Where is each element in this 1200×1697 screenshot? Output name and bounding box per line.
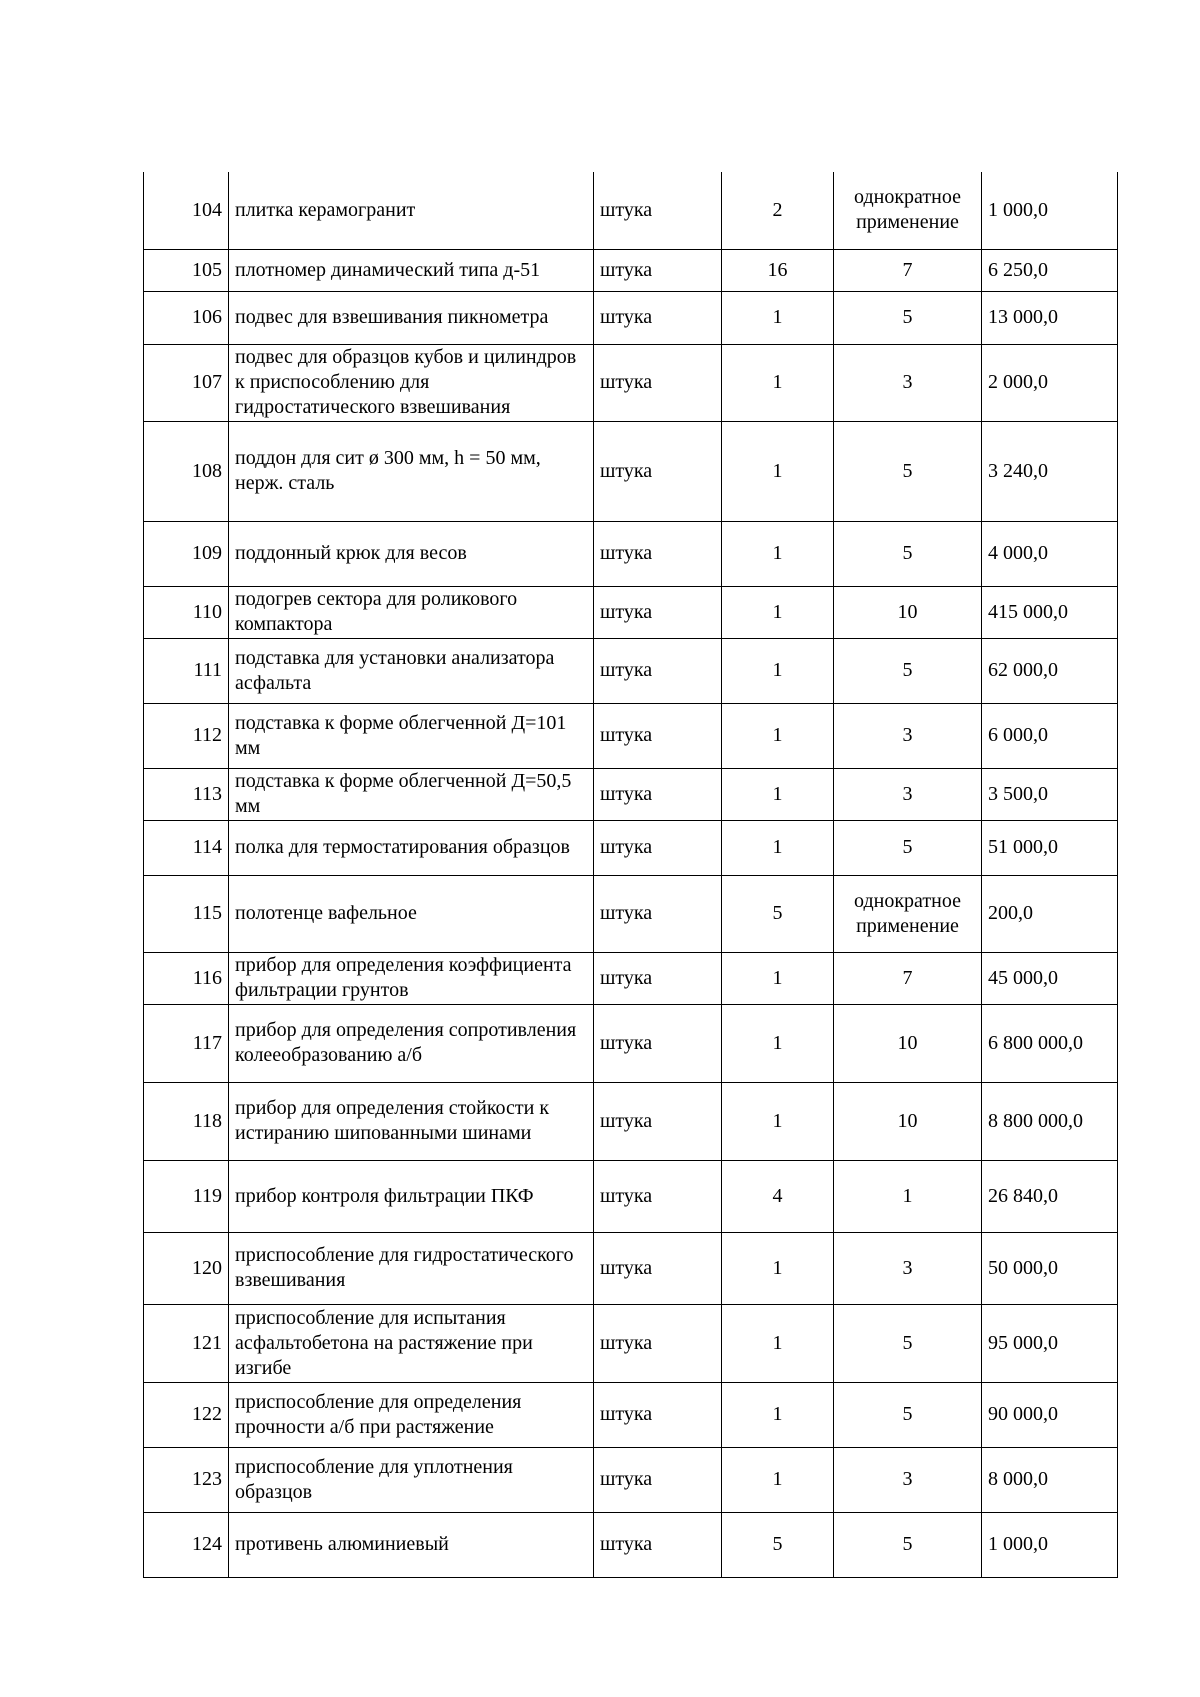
item-quantity: 1 xyxy=(722,768,834,820)
table-row xyxy=(144,768,1118,820)
equipment-table xyxy=(143,172,1118,1578)
item-name: прибор контроля фильтрации ПКФ xyxy=(229,1160,594,1232)
row-number: 124 xyxy=(144,1512,229,1577)
item-unit: штука xyxy=(594,952,722,1004)
item-name: поддон для сит ø 300 мм, h = 50 мм, нерж. сталь xyxy=(229,421,594,521)
table-body xyxy=(144,172,1118,1577)
row-number: 117 xyxy=(144,1004,229,1082)
item-name: подставка к форме облегченной Д=101 мм xyxy=(229,703,594,768)
item-quantity: 16 xyxy=(722,249,834,291)
item-unit: штука xyxy=(594,1232,722,1304)
table-row xyxy=(144,875,1118,952)
item-unit: штука xyxy=(594,249,722,291)
item-service-life: 3 xyxy=(834,703,982,768)
row-number: 122 xyxy=(144,1382,229,1447)
row-number: 123 xyxy=(144,1447,229,1512)
item-unit: штука xyxy=(594,172,722,249)
item-name: подвес для образцов кубов и цилиндров к приспособлению для гидростатического взвешивания xyxy=(229,344,594,421)
item-service-life: 5 xyxy=(834,1382,982,1447)
item-price: 13 000,0 xyxy=(982,291,1118,344)
row-number: 105 xyxy=(144,249,229,291)
item-quantity: 1 xyxy=(722,521,834,586)
item-service-life: 5 xyxy=(834,1512,982,1577)
item-price: 45 000,0 xyxy=(982,952,1118,1004)
item-name: полка для термостатирования образцов xyxy=(229,820,594,875)
item-unit: штука xyxy=(594,1512,722,1577)
item-name: приспособление для испытания асфальтобетона на растяжение при изгибе xyxy=(229,1304,594,1382)
item-price: 51 000,0 xyxy=(982,820,1118,875)
item-quantity: 4 xyxy=(722,1160,834,1232)
item-price: 1 000,0 xyxy=(982,172,1118,249)
item-quantity: 1 xyxy=(722,820,834,875)
item-service-life: 10 xyxy=(834,1082,982,1160)
item-unit: штука xyxy=(594,768,722,820)
item-price: 26 840,0 xyxy=(982,1160,1118,1232)
item-unit: штука xyxy=(594,586,722,638)
table-row xyxy=(144,1082,1118,1160)
table-row xyxy=(144,1160,1118,1232)
item-name: приспособление для гидростатического взвешивания xyxy=(229,1232,594,1304)
item-price: 62 000,0 xyxy=(982,638,1118,703)
item-service-life: 3 xyxy=(834,768,982,820)
item-name: приспособление для уплотнения образцов xyxy=(229,1447,594,1512)
item-quantity: 1 xyxy=(722,952,834,1004)
item-quantity: 1 xyxy=(722,1382,834,1447)
item-service-life: 3 xyxy=(834,1447,982,1512)
item-service-life: однократное применение xyxy=(834,875,982,952)
row-number: 116 xyxy=(144,952,229,1004)
item-quantity: 1 xyxy=(722,1232,834,1304)
item-unit: штука xyxy=(594,291,722,344)
table-row xyxy=(144,421,1118,521)
item-price: 3 240,0 xyxy=(982,421,1118,521)
table-row xyxy=(144,1382,1118,1447)
item-service-life: 10 xyxy=(834,1004,982,1082)
item-unit: штука xyxy=(594,703,722,768)
item-name: прибор для определения стойкости к истиранию шипованными шинами xyxy=(229,1082,594,1160)
item-service-life: 5 xyxy=(834,1304,982,1382)
item-quantity: 1 xyxy=(722,1004,834,1082)
table-row xyxy=(144,291,1118,344)
item-name: прибор для определения коэффициента фильтрации грунтов xyxy=(229,952,594,1004)
item-service-life: 5 xyxy=(834,820,982,875)
table-row xyxy=(144,249,1118,291)
item-price: 6 800 000,0 xyxy=(982,1004,1118,1082)
item-service-life: 7 xyxy=(834,249,982,291)
item-quantity: 1 xyxy=(722,586,834,638)
item-service-life: 5 xyxy=(834,421,982,521)
row-number: 104 xyxy=(144,172,229,249)
item-unit: штука xyxy=(594,820,722,875)
item-quantity: 5 xyxy=(722,1512,834,1577)
item-unit: штука xyxy=(594,1160,722,1232)
item-price: 3 500,0 xyxy=(982,768,1118,820)
item-unit: штука xyxy=(594,638,722,703)
table-row xyxy=(144,586,1118,638)
table-row xyxy=(144,521,1118,586)
item-service-life: 5 xyxy=(834,291,982,344)
item-service-life: 5 xyxy=(834,521,982,586)
row-number: 108 xyxy=(144,421,229,521)
item-price: 6 000,0 xyxy=(982,703,1118,768)
row-number: 112 xyxy=(144,703,229,768)
row-number: 109 xyxy=(144,521,229,586)
row-number: 113 xyxy=(144,768,229,820)
item-price: 1 000,0 xyxy=(982,1512,1118,1577)
item-name: подвес для взвешивания пикнометра xyxy=(229,291,594,344)
item-unit: штука xyxy=(594,521,722,586)
item-unit: штука xyxy=(594,1447,722,1512)
table-row xyxy=(144,820,1118,875)
item-unit: штука xyxy=(594,1004,722,1082)
row-number: 119 xyxy=(144,1160,229,1232)
table-row xyxy=(144,1232,1118,1304)
table-row xyxy=(144,703,1118,768)
row-number: 114 xyxy=(144,820,229,875)
item-quantity: 1 xyxy=(722,1304,834,1382)
item-name: противень алюминиевый xyxy=(229,1512,594,1577)
item-name: подогрев сектора для роликового компактора xyxy=(229,586,594,638)
row-number: 120 xyxy=(144,1232,229,1304)
item-service-life: 3 xyxy=(834,344,982,421)
item-price: 200,0 xyxy=(982,875,1118,952)
item-unit: штука xyxy=(594,875,722,952)
item-quantity: 1 xyxy=(722,703,834,768)
row-number: 115 xyxy=(144,875,229,952)
item-unit: штука xyxy=(594,1382,722,1447)
row-number: 106 xyxy=(144,291,229,344)
item-name: прибор для определения сопротивления колееобразованию а/б xyxy=(229,1004,594,1082)
table-row xyxy=(144,952,1118,1004)
item-name: плотномер динамический типа д-51 xyxy=(229,249,594,291)
row-number: 121 xyxy=(144,1304,229,1382)
item-name: приспособление для определения прочности а/б при растяжение xyxy=(229,1382,594,1447)
item-price: 415 000,0 xyxy=(982,586,1118,638)
item-service-life: 5 xyxy=(834,638,982,703)
table-row xyxy=(144,1004,1118,1082)
table-row xyxy=(144,1304,1118,1382)
item-quantity: 1 xyxy=(722,344,834,421)
item-service-life: 10 xyxy=(834,586,982,638)
item-unit: штука xyxy=(594,1082,722,1160)
item-unit: штука xyxy=(594,344,722,421)
item-unit: штука xyxy=(594,421,722,521)
item-price: 8 800 000,0 xyxy=(982,1082,1118,1160)
item-price: 6 250,0 xyxy=(982,249,1118,291)
item-name: подставка для установки анализатора асфальта xyxy=(229,638,594,703)
item-quantity: 2 xyxy=(722,172,834,249)
item-quantity: 1 xyxy=(722,291,834,344)
table-row xyxy=(144,344,1118,421)
item-quantity: 1 xyxy=(722,1082,834,1160)
row-number: 110 xyxy=(144,586,229,638)
item-name: полотенце вафельное xyxy=(229,875,594,952)
table-row xyxy=(144,1447,1118,1512)
item-service-life: 3 xyxy=(834,1232,982,1304)
item-name: поддонный крюк для весов xyxy=(229,521,594,586)
item-quantity: 1 xyxy=(722,1447,834,1512)
item-price: 90 000,0 xyxy=(982,1382,1118,1447)
row-number: 111 xyxy=(144,638,229,703)
item-service-life: однократное применение xyxy=(834,172,982,249)
item-price: 4 000,0 xyxy=(982,521,1118,586)
item-name: подставка к форме облегченной Д=50,5 мм xyxy=(229,768,594,820)
table-row xyxy=(144,172,1118,249)
item-price: 2 000,0 xyxy=(982,344,1118,421)
item-unit: штука xyxy=(594,1304,722,1382)
table-row xyxy=(144,1512,1118,1577)
item-price: 50 000,0 xyxy=(982,1232,1118,1304)
item-name: плитка керамогранит xyxy=(229,172,594,249)
row-number: 118 xyxy=(144,1082,229,1160)
item-quantity: 5 xyxy=(722,875,834,952)
item-price: 95 000,0 xyxy=(982,1304,1118,1382)
item-quantity: 1 xyxy=(722,638,834,703)
row-number: 107 xyxy=(144,344,229,421)
item-quantity: 1 xyxy=(722,421,834,521)
item-service-life: 7 xyxy=(834,952,982,1004)
table-row xyxy=(144,638,1118,703)
item-price: 8 000,0 xyxy=(982,1447,1118,1512)
item-service-life: 1 xyxy=(834,1160,982,1232)
